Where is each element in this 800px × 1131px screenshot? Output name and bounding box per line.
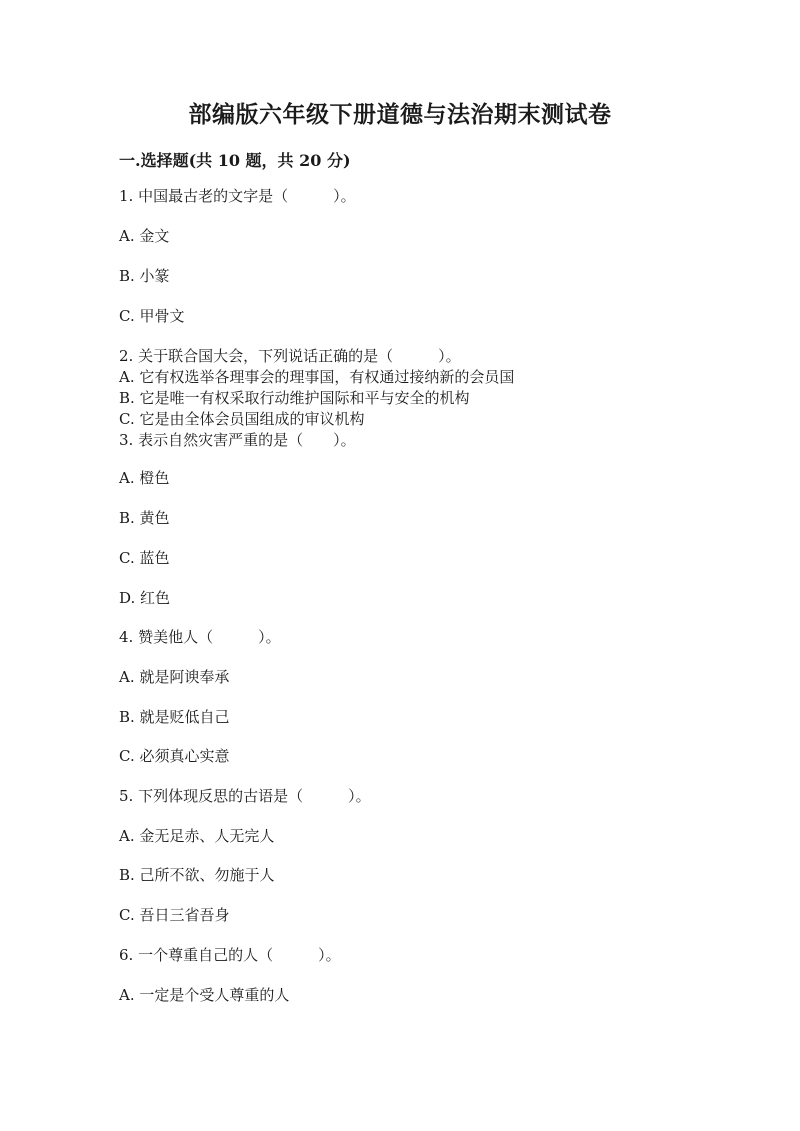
question-2-option-b: B. 它是唯一有权采取行动维护国际和平与安全的机构 — [119, 389, 470, 407]
page-title: 部编版六年级下册道德与法治期末测试卷 — [188, 101, 612, 128]
question-1-stem: 1. 中国最古老的文字是（ ）。 — [119, 187, 356, 205]
question-5-option-a: A. 金无足赤、人无完人 — [119, 827, 275, 845]
question-2-option-c: C. 它是由全体会员国组成的审议机构 — [119, 410, 365, 428]
question-2-stem: 2. 关于联合国大会，下列说话正确的是（ ）。 — [119, 347, 461, 365]
question-4-option-c: C. 必须真心实意 — [119, 747, 230, 765]
question-1-option-a: A. 金文 — [119, 227, 170, 245]
question-3-option-c: C. 蓝色 — [119, 549, 170, 567]
question-3-option-d: D. 红色 — [119, 589, 171, 607]
question-1-option-c: C. 甲骨文 — [119, 307, 185, 325]
question-6-stem: 6. 一个尊重自己的人（ ）。 — [119, 946, 341, 964]
question-5-option-c: C. 吾日三省吾身 — [119, 906, 230, 924]
question-4-stem: 4. 赞美他人（ ）。 — [119, 628, 281, 646]
section-heading: 一.选择题(共 10 题，共 20 分) — [119, 151, 351, 170]
question-3-stem: 3. 表示自然灾害严重的是（ ）。 — [119, 431, 356, 449]
question-4-option-a: A. 就是阿谀奉承 — [119, 668, 230, 686]
question-4-option-b: B. 就是贬低自己 — [119, 708, 230, 726]
question-5-stem: 5. 下列体现反思的古语是（ ）。 — [119, 787, 371, 805]
question-1-option-b: B. 小篆 — [119, 267, 170, 285]
question-2-option-a: A. 它有权选举各理事会的理事国，有权通过接纳新的会员国 — [119, 368, 515, 386]
question-5-option-b: B. 己所不欲、勿施于人 — [119, 866, 275, 884]
question-6-option-a: A. 一定是个受人尊重的人 — [119, 986, 290, 1004]
question-3-option-b: B. 黄色 — [119, 509, 170, 527]
question-3-option-a: A. 橙色 — [119, 469, 170, 487]
